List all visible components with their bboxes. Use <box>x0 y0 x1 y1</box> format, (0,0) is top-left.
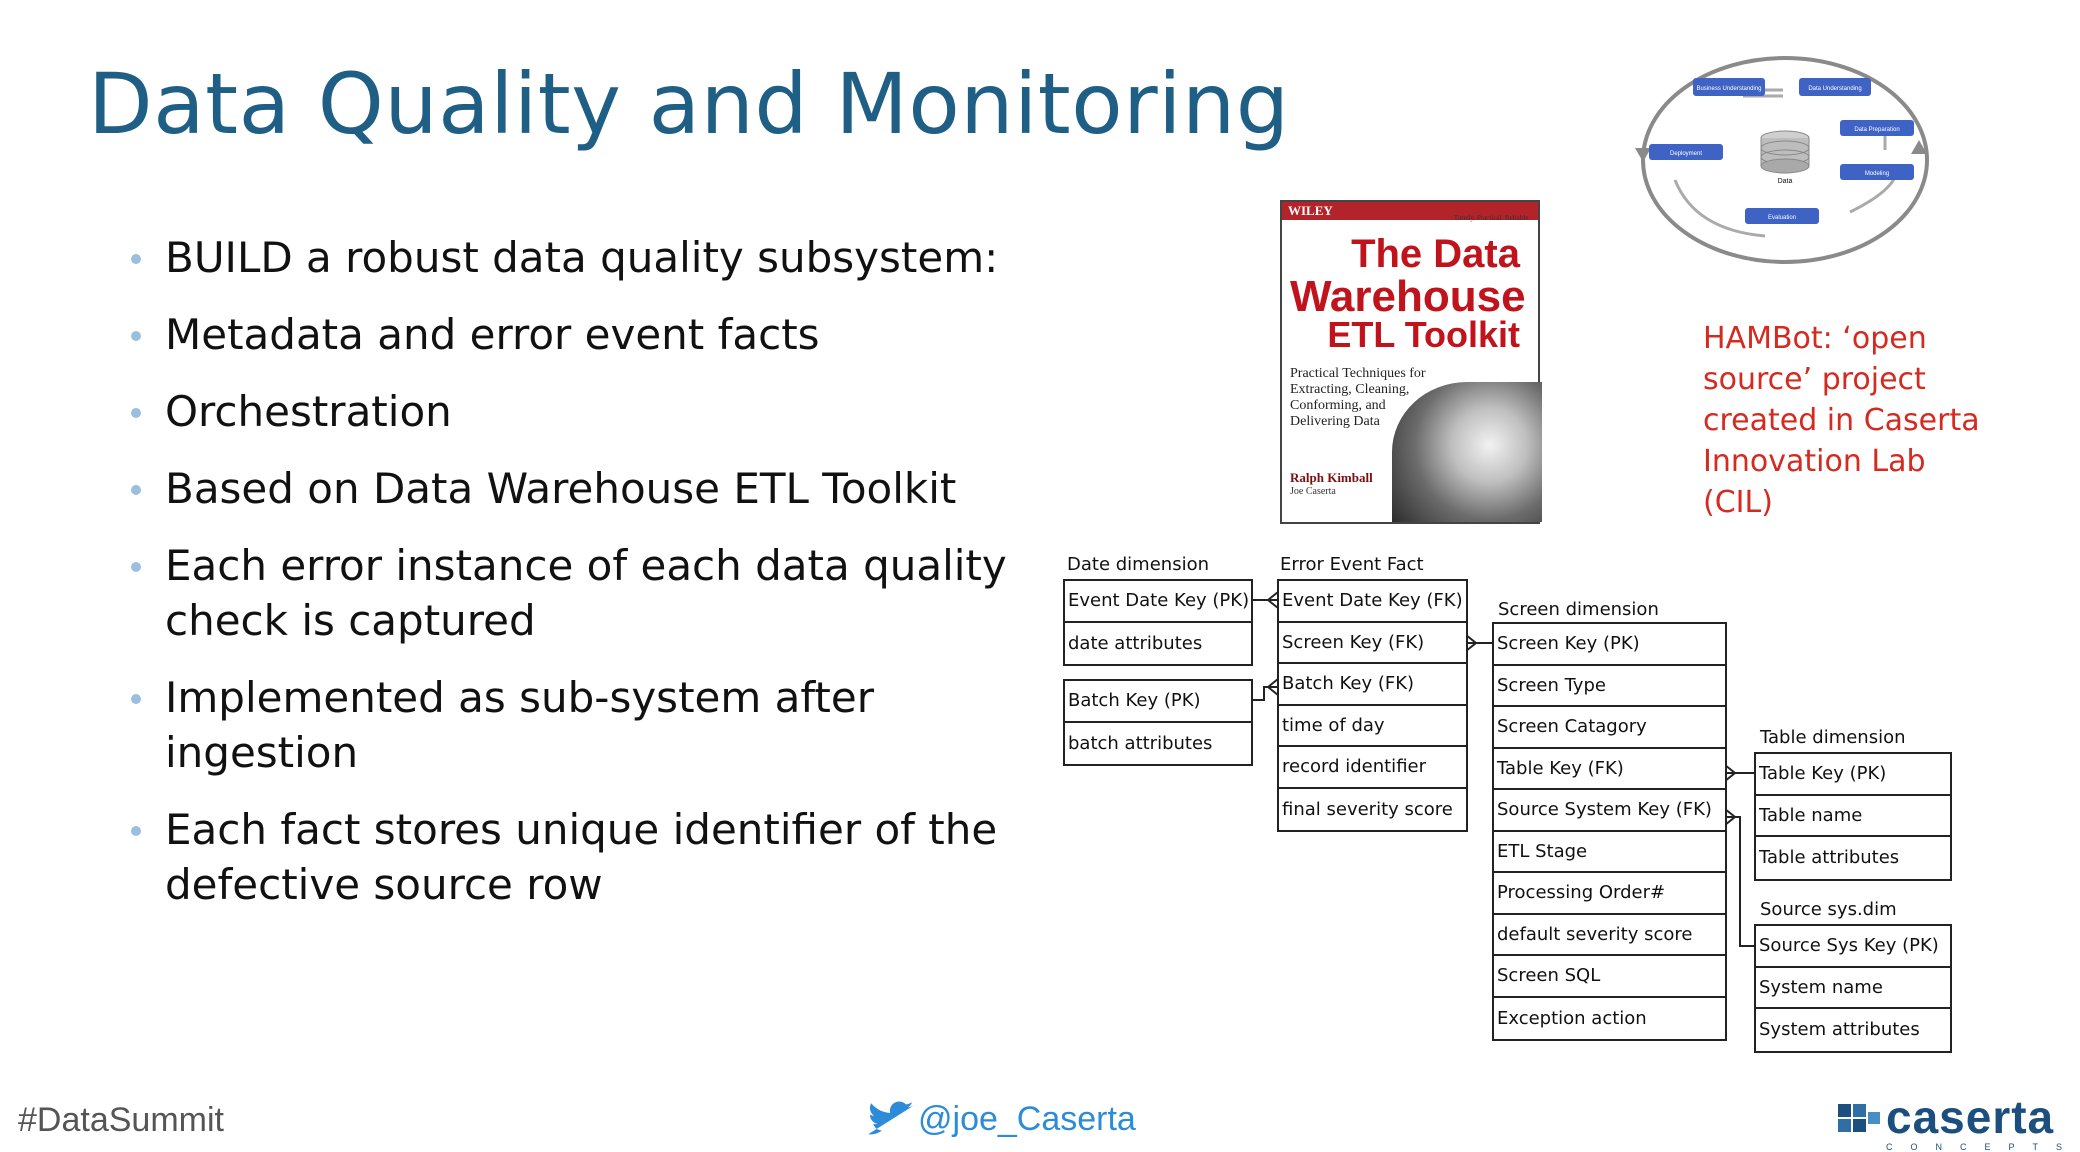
er-row: Batch Key (PK) <box>1065 681 1251 723</box>
er-row: Screen Catagory <box>1494 707 1725 749</box>
er-row: Event Date Key (FK) <box>1279 581 1466 623</box>
book-title-line2: Warehouse <box>1290 272 1526 321</box>
event-hashtag: #DataSummit <box>18 1101 224 1139</box>
date-dimension-table <box>1063 579 1253 666</box>
cycle-arrow-head-icon <box>1635 148 1651 162</box>
er-row: Table Key (FK) <box>1494 749 1725 791</box>
er-row: Screen SQL <box>1494 956 1725 998</box>
er-row: ETL Stage <box>1494 832 1725 874</box>
er-row: time of day <box>1279 706 1466 748</box>
er-row: Table Key (PK) <box>1756 754 1950 796</box>
er-row: Exception action <box>1497 1007 1647 1029</box>
er-connector <box>1725 817 1754 946</box>
twitter-handle[interactable] <box>868 1100 1136 1139</box>
screen-dimension-table <box>1492 622 1727 1041</box>
er-row: Event Date Key (PK) <box>1065 581 1251 623</box>
er-row: System attributes <box>1759 1019 1920 1041</box>
book-title-line1: The Data <box>1351 232 1520 276</box>
er-row: System name <box>1756 968 1950 1010</box>
er-row: batch attributes <box>1068 732 1213 754</box>
bullet-item: Based on Data Warehouse ETL Toolkit <box>125 461 1025 516</box>
er-row: Table attributes <box>1759 847 1900 869</box>
caserta-logo-word: caserta <box>1886 1091 2055 1143</box>
bullet-item: BUILD a robust data quality subsystem: <box>125 230 1025 285</box>
er-row: Processing Order# <box>1494 873 1725 915</box>
caserta-logo-subtitle: CONCEPTS <box>1886 1142 2080 1152</box>
er-row: Batch Key (FK) <box>1279 664 1466 706</box>
bullet-item: Each error instance of each data quality check is captured <box>125 538 1025 648</box>
cycle-business-label: Business Understanding <box>1696 86 1762 92</box>
cycle-center-label: Data <box>1777 178 1793 185</box>
caserta-logo-mark-icon <box>1838 1104 1882 1138</box>
book-publisher: WILEY <box>1288 203 1333 218</box>
book-subtitle: Practical Techniques for Extracting, Cleaning, Conforming, and Delivering Data <box>1290 366 1426 429</box>
er-row: Source Sys Key (PK) <box>1756 926 1950 968</box>
book-tagline: Timely. Practical. Reliable. <box>1453 214 1530 222</box>
er-connector <box>1251 687 1278 700</box>
cycle-evaluation-label: Evaluation <box>1767 215 1797 221</box>
source-sys-dim-label: Source sys.dim <box>1760 899 1897 920</box>
bullet-item: Metadata and error event facts <box>125 307 1025 362</box>
er-row: record identifier <box>1279 747 1466 789</box>
cycle-data-prep-label: Data Preparation <box>1854 127 1900 133</box>
hambot-note: HAMBot: ‘open source’ project created in Caserta Innovation Lab (CIL) <box>1703 321 1980 520</box>
table-dimension-table <box>1754 752 1952 881</box>
database-icon <box>1761 131 1809 173</box>
error-event-fact-table <box>1277 579 1468 832</box>
batch-table <box>1063 679 1253 766</box>
cycle-deployment-label: Deployment <box>1669 151 1703 157</box>
date-dimension-label: Date dimension <box>1067 554 1209 575</box>
book-cover <box>1280 200 1540 524</box>
cycle-modeling-label: Modeling <box>1864 171 1890 177</box>
table-dimension-label: Table dimension <box>1760 727 1906 748</box>
error-event-fact-label: Error Event Fact <box>1280 554 1424 575</box>
bullet-item: Orchestration <box>125 384 1025 439</box>
bullet-item: Implemented as sub-system after ingestion <box>125 670 1025 780</box>
er-row: default severity score <box>1494 915 1725 957</box>
book-title-line3: ETL Toolkit <box>1327 314 1520 355</box>
er-row: date attributes <box>1068 632 1203 654</box>
er-row: Screen Key (PK) <box>1494 624 1725 666</box>
er-row: Table name <box>1756 796 1950 838</box>
book-author: Ralph Kimball <box>1290 470 1373 485</box>
crisp-dm-cycle-diagram <box>1635 40 1935 270</box>
source-sys-dim-table <box>1754 924 1952 1053</box>
twitter-bird-icon <box>868 1101 912 1139</box>
cycle-data-understanding-label: Data Understanding <box>1808 86 1862 92</box>
slide-title: Data Quality and Monitoring <box>88 55 1290 153</box>
book-coauthor: Joe Caserta <box>1290 486 1336 497</box>
bullet-item: Each fact stores unique identifier of the defective source row <box>125 802 1025 912</box>
twitter-handle-text: @joe_Caserta <box>918 1100 1136 1138</box>
bullet-list <box>125 230 1025 934</box>
screen-dimension-label: Screen dimension <box>1498 599 1659 620</box>
er-row: Screen Type <box>1494 666 1725 708</box>
er-row: Source System Key (FK) <box>1494 790 1725 832</box>
er-row: Screen Key (FK) <box>1279 623 1466 665</box>
er-row: final severity score <box>1282 798 1453 820</box>
